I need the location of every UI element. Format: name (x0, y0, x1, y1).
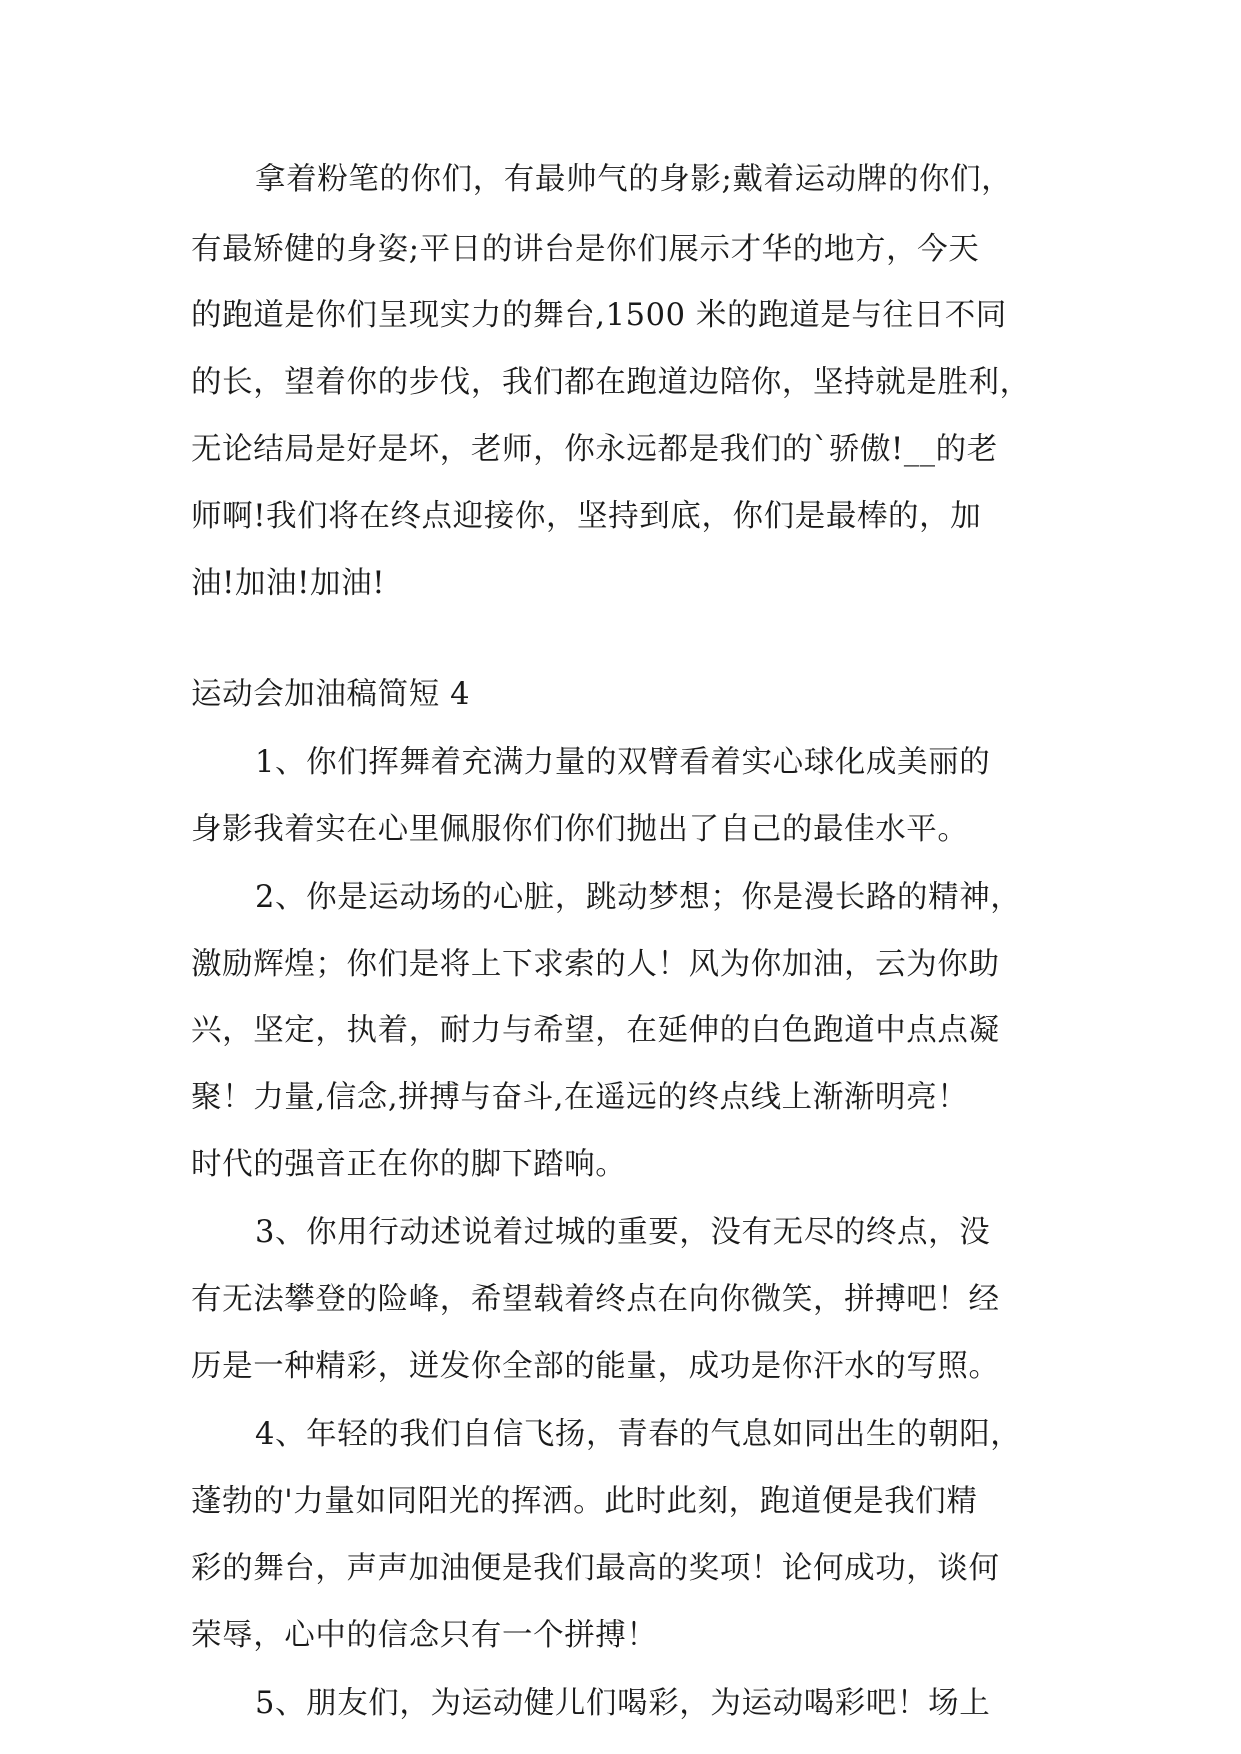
item-line: 1、你们挥舞着充满力量的双臂看着实心球化成美丽的 (255, 745, 991, 780)
item-line: 历是一种精彩，迸发你全部的能量，成功是你汗水的写照。 (191, 1349, 1000, 1384)
item-line: 兴，坚定，执着，耐力与希望，在延伸的白色跑道中点点凝 (191, 1013, 1000, 1048)
item-line: 聚！力量,信念,拼搏与奋斗,在遥远的终点线上渐渐明亮！ (191, 1080, 969, 1115)
item-line: 有无法攀登的险峰，希望载着终点在向你微笑，拼搏吧！经 (191, 1282, 1000, 1317)
section-heading: 运动会加油稿简短 4 (191, 677, 471, 712)
item-line: 3、你用行动述说着过城的重要，没有无尽的终点，没 (255, 1215, 991, 1250)
paragraph-line: 的跑道是你们呈现实力的舞台,1500 米的跑道是与往日不同 (191, 298, 1007, 333)
item-line: 2、你是运动场的心脏，跳动梦想；你是漫长路的精神， (255, 880, 1022, 915)
item-line: 4、年轻的我们自信飞扬，青春的气息如同出生的朝阳， (255, 1417, 1022, 1452)
item-line: 5、朋友们，为运动健儿们喝彩，为运动喝彩吧！场上 (255, 1686, 991, 1721)
item-line: 时代的强音正在你的脚下踏响。 (191, 1147, 627, 1182)
paragraph-line: 拿着粉笔的你们，有最帅气的身影;戴着运动牌的你们， (255, 162, 1013, 197)
paragraph-line: 无论结局是好是坏，老师，你永远都是我们的`骄傲!__的老 (191, 432, 998, 467)
item-line: 蓬勃的'力量如同阳光的挥洒。此时此刻，跑道便是我们精 (191, 1484, 978, 1519)
item-line: 荣辱，心中的信念只有一个拼搏！ (191, 1618, 658, 1653)
paragraph-line: 油!加油!加油! (191, 566, 386, 601)
item-line: 激励辉煌；你们是将上下求索的人！风为你加油，云为你助 (191, 947, 1000, 982)
paragraph-line: 有最矫健的身姿;平日的讲台是你们展示才华的地方，今天 (191, 232, 980, 267)
item-line: 彩的舞台，声声加油便是我们最高的奖项！论何成功，谈何 (191, 1551, 1000, 1586)
paragraph-line: 的长，望着你的步伐，我们都在跑道边陪你，坚持就是胜利， (191, 365, 1031, 400)
item-line: 身影我着实在心里佩服你们你们抛出了自己的最佳水平。 (191, 812, 969, 847)
paragraph-line: 师啊!我们将在终点迎接你，坚持到底，你们是最棒的，加 (191, 499, 982, 534)
